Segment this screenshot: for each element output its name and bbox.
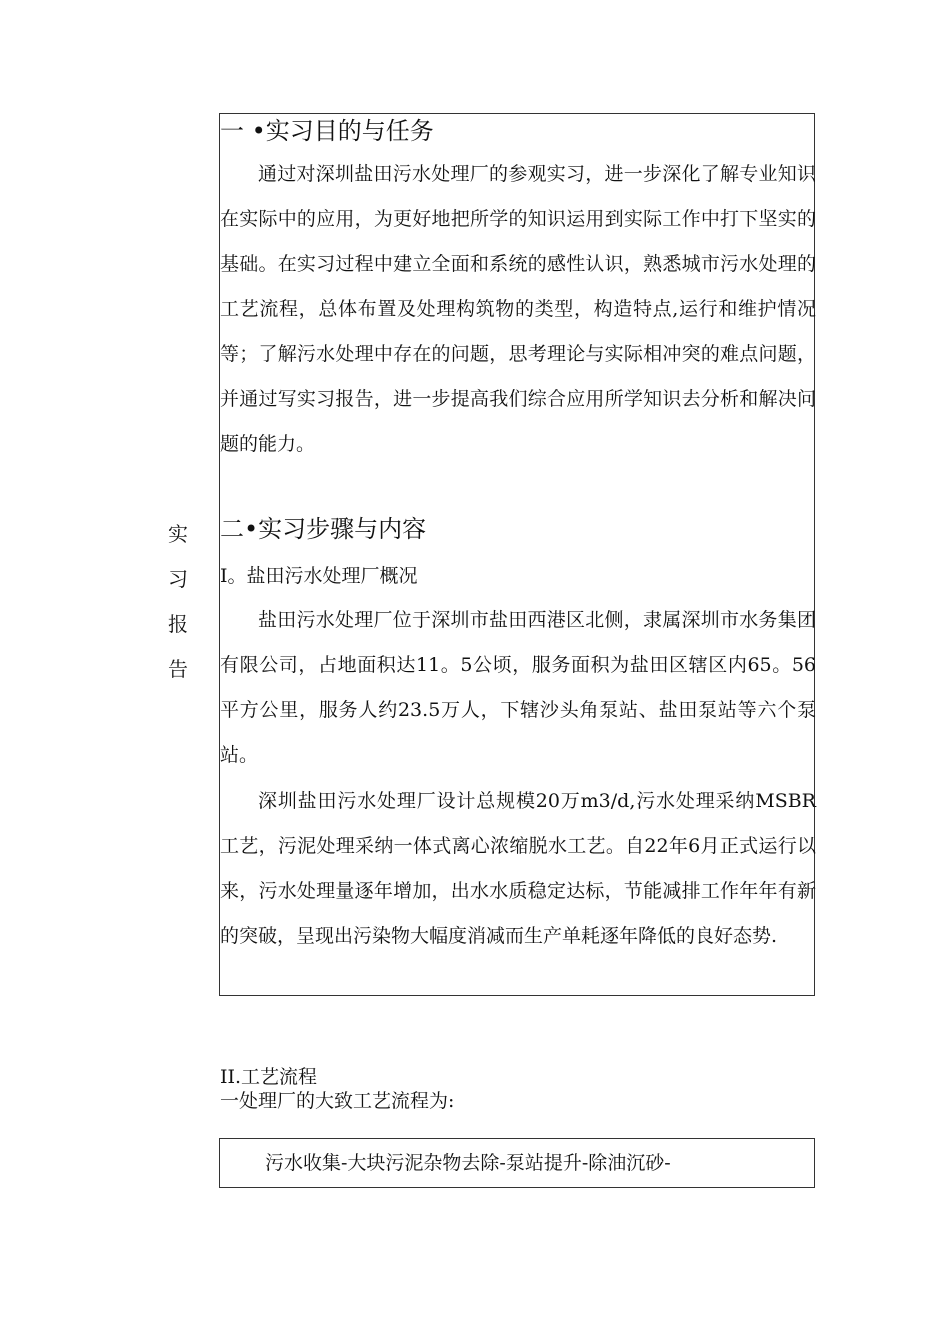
side-label-char: 报 [168, 612, 188, 636]
side-label-char: 实 [168, 522, 188, 546]
section1-paragraph: 通过对深圳盐田污水处理厂的参观实习，进一步深化了解专业知识在实际中的应用，为更好地把所学的知识运用到实际工作中打下坚实的基础。在实习过程中建立全面和系统的感性认识，熟悉城市污水处理的工艺流程，总体布置及处理构筑物的类型，构造特点,运行和维护情况等；了解污水处理中存在的问题，思考理论与实际相冲突的难点问题，并通过写实习报告，进一步提高我们综合应用所学知识去分析和解决问题的能力。 [220, 163, 816, 455]
process-intro: 一处理厂的大致工艺流程为: [220, 1090, 455, 1112]
section2-paragraph-2: 深圳盐田污水处理厂设计总规模20万m3/d,污水处理采纳MSBR 工艺，污泥处理采纳一体式离心浓缩脱水工艺。自22年6月正式运行以来，污水处理量逐年增加，出水水质稳定达标，节能减排工作年年有新的突破，呈现出污染物大幅度消减而生产单耗逐年降低的良好态势. [220, 790, 816, 947]
section2-subheading: I。盐田污水处理厂概况 [220, 565, 418, 587]
side-label [160, 512, 196, 692]
section1-heading: 一 •实习目的与任务 [220, 117, 434, 145]
side-label-char: 习 [168, 567, 188, 591]
side-label-char: 告 [168, 657, 188, 681]
process-flow-text: 污水收集-大块污泥杂物去除-泵站提升-除油沉砂- [265, 1152, 671, 1174]
process-flow-box [219, 1138, 815, 1188]
section2-heading: 二•实习步骤与内容 [220, 515, 427, 543]
process-heading: II.工艺流程 [220, 1066, 318, 1088]
section2-paragraph-1: 盐田污水处理厂位于深圳市盐田西港区北侧，隶属深圳市水务集团有限公司，占地面积达11。5公顷，服务面积为盐田区辖区内65。56平方公里，服务人约23.5万人，下辖沙头角泵站、盐田泵站等六个泵站。 [220, 609, 816, 766]
